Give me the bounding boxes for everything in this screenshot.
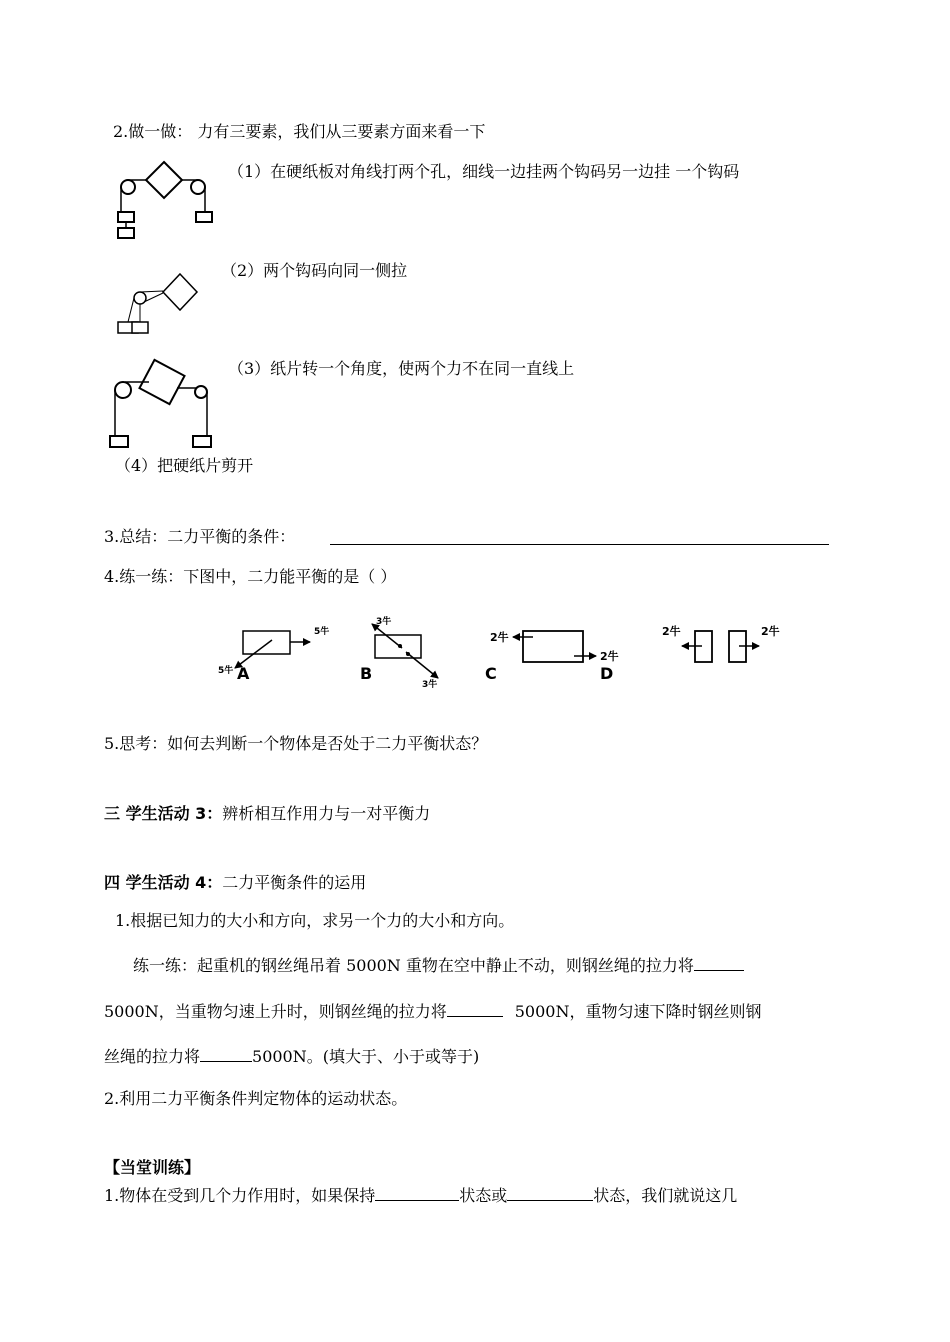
- figure-b-force-bottom: 3牛: [422, 680, 438, 690]
- practice-question: 4.练一练：下图中，二力能平衡的是（ ）: [104, 567, 397, 586]
- step-3-text: （3）纸片转一个角度，使两个力不在同一直线上: [228, 359, 575, 378]
- figure-3-rotated-card: [105, 358, 220, 450]
- summary-answer-blank[interactable]: [330, 544, 829, 545]
- figure-a-label: A: [237, 664, 250, 683]
- training-q1-text-c: 状态，我们就说这几: [593, 1186, 738, 1205]
- step-1-text: （1）在硬纸板对角线打两个孔，细线一边挂两个钩码另一边挂 一个钩码: [228, 162, 740, 181]
- activity-4-title: 二力平衡条件的运用: [222, 873, 367, 892]
- answer-blank-2[interactable]: [447, 1002, 503, 1017]
- figure-d-force-right: 2牛: [761, 625, 780, 638]
- training-blank-1[interactable]: [375, 1186, 459, 1201]
- training-blank-2[interactable]: [507, 1186, 593, 1201]
- figure-d: [662, 624, 780, 662]
- figure-d-label: D: [600, 664, 614, 683]
- activity-3: [104, 804, 430, 824]
- force-figures: [200, 610, 800, 690]
- figure-b-label: B: [360, 664, 373, 683]
- figure-b: [360, 615, 438, 690]
- activity-3-title: 辨析相互作用力与一对平衡力: [222, 804, 431, 823]
- figure-1-cardboard-two-weights: [110, 160, 220, 242]
- figure-a-force-right: 5牛: [314, 627, 330, 637]
- figure-a: [218, 625, 329, 683]
- practice-line-3-text-a: 丝绳的拉力将: [104, 1047, 201, 1066]
- practice-line-3-text-b: 5000N。(填大于、小于或等于): [252, 1047, 480, 1066]
- answer-blank-1[interactable]: [694, 956, 744, 971]
- practice-line-2-text-a: 5000N，当重物匀速上升时，则钢丝绳的拉力将: [104, 1002, 447, 1021]
- training-q1-text-a: 1.物体在受到几个力作用时，如果保持: [104, 1186, 376, 1205]
- practice-line-2-text-b: 5000N，重物匀速下降时钢丝则钢: [514, 1002, 762, 1021]
- training-q1-text-b: 状态或: [459, 1186, 508, 1205]
- activity-4-number: 四 学生活动 4：: [104, 873, 223, 892]
- activity-4-item-2: 2.利用二力平衡条件判定物体的运动状态。: [104, 1089, 408, 1108]
- practice-line-2: [104, 1002, 761, 1022]
- figure-a-force-left: 5牛: [218, 666, 234, 676]
- figure-c-force-right: 2牛: [600, 650, 619, 663]
- summary-label: 3.总结：二力平衡的条件：: [104, 527, 296, 546]
- step-2-text: （2）两个钩码向同一侧拉: [221, 261, 408, 280]
- practice-line-1-text: 练一练：起重机的钢丝绳吊着 5000N 重物在空中静止不动，则钢丝绳的拉力将: [133, 956, 694, 975]
- training-question-1: [104, 1186, 737, 1206]
- figure-c-force-left: 2牛: [490, 631, 509, 644]
- figure-d-force-left: 2牛: [662, 625, 681, 638]
- training-heading: 【当堂训练】: [104, 1158, 201, 1177]
- step-4-text: （4）把硬纸片剪开: [115, 456, 254, 475]
- activity-4: [104, 873, 366, 893]
- practice-line-3: [104, 1047, 479, 1067]
- activity-3-number: 三 学生活动 3：: [104, 804, 223, 823]
- practice-line-1: [133, 956, 744, 976]
- figure-2-same-side-pull: [110, 270, 205, 336]
- answer-blank-3[interactable]: [200, 1047, 252, 1062]
- figure-b-force-top: 3牛: [376, 617, 392, 627]
- figure-c: [485, 630, 619, 683]
- think-question: 5.思考：如何去判断一个物体是否处于二力平衡状态？: [104, 734, 488, 753]
- section2-heading: 2.做一做： 力有三要素，我们从三要素方面来看一下: [113, 122, 486, 141]
- figure-c-label: C: [485, 664, 497, 683]
- activity-4-item-1: 1.根据已知力的大小和方向，求另一个力的大小和方向。: [115, 911, 515, 930]
